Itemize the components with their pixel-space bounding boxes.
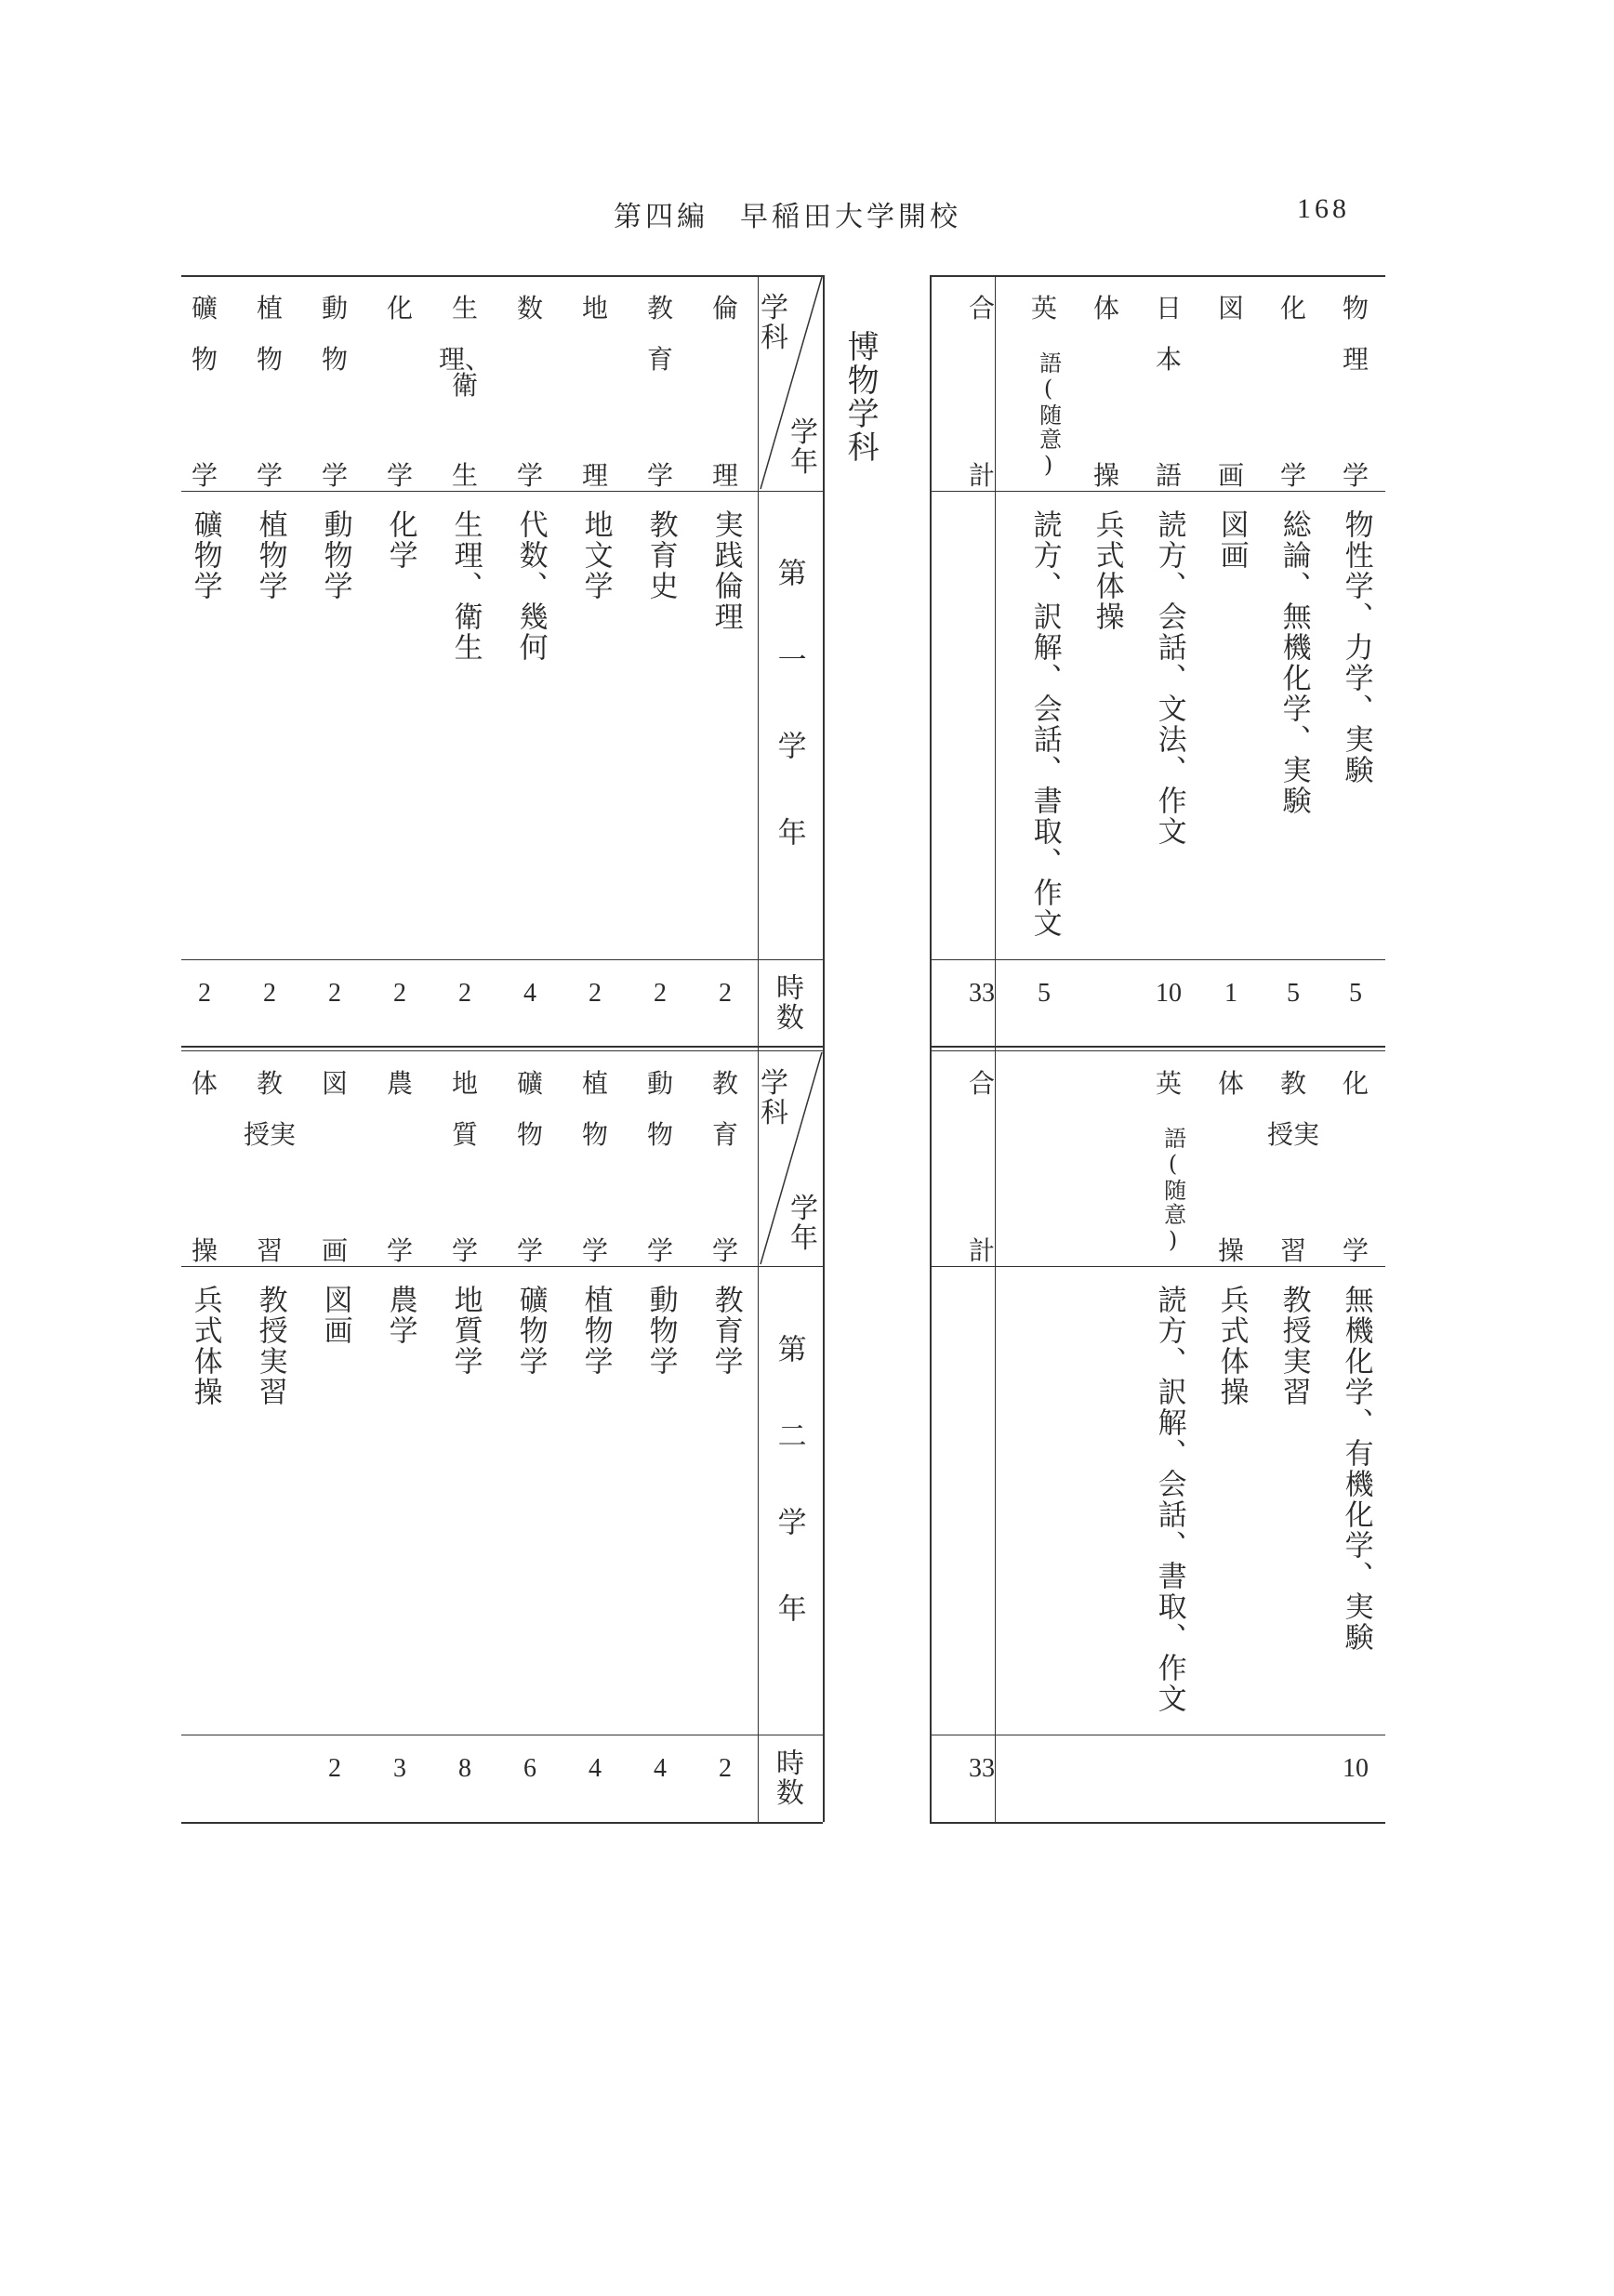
right-year1-col6-head-top: 英 [1030,293,1057,323]
left-year2-col2-hours: 4 [654,1754,667,1783]
left-year2-col9-head-bot: 操 [191,1235,218,1266]
page-number: 168 [1297,193,1350,224]
section-title: 博物学科 [841,330,880,464]
left-year2-col1-head-mid: 育 [711,1119,738,1150]
left-year2-col1-hours: 2 [719,1754,732,1783]
left-year1-col7-hours: 2 [328,979,341,1008]
left-year1-col9-hours: 2 [198,979,211,1008]
left-year1-col4-content: 代数、幾何 [513,509,548,663]
left-year1-col9-head-top: 礦 [191,293,218,323]
corner-diagonal-2 [759,1052,824,1266]
left-year1-col5-head-mid: 理、衛 [438,344,491,401]
right-year1-col1-head-mid: 理 [1342,344,1369,375]
left-year2-col2-head-mid: 物 [646,1119,673,1150]
left-year1-col3-hours: 2 [589,979,602,1008]
left-year2-col8-head-bot: 習 [256,1235,283,1266]
year2-label: 第二学年 [772,1334,806,1680]
left-year1-col9-head-bot: 学 [191,460,218,491]
left-rule-1 [181,491,823,492]
right-year2-col1-hours: 10 [1343,1754,1369,1783]
left-year1-col8-hours: 2 [263,979,276,1008]
right-year1-col5-head-bot: 操 [1092,460,1119,491]
right-year2-col4-head-mid: 語(随意) [1159,1127,1186,1255]
right-year2-col2-head-top: 教 [1279,1068,1306,1099]
hours-label-1: 時数 [776,972,804,1035]
right-year1-col3-head-top: 図 [1217,293,1244,323]
left-year1-col2-head-mid: 育 [646,344,673,375]
left-rule-5 [181,1266,823,1267]
left-year2-col8-content: 教授実習 [253,1285,287,1407]
right-rule-4 [930,1050,1385,1051]
right-year2-col1-content: 無機化学、有機化学、実験 [1339,1285,1373,1653]
left-rule-top [181,275,823,277]
right-rule-bottom [930,1822,1385,1824]
right-year1-col3-head-bot: 画 [1217,460,1244,491]
left-year2-col7-head-top: 図 [321,1068,348,1099]
left-year2-col5-head-mid: 質 [451,1119,478,1150]
right-year1-col6-head-mid: 語(随意) [1035,351,1062,480]
right-year2-col2-content: 教授実習 [1277,1285,1311,1407]
right-year1-col1-hours: 5 [1349,979,1362,1008]
left-year1-col5-head-bot: 生 [451,460,478,491]
right-year2-col1-head-top: 化 [1342,1068,1369,1099]
left-year1-col3-content: 地文学 [578,509,613,601]
left-year2-col3-hours: 4 [589,1754,602,1783]
left-rule-bottom [181,1822,823,1824]
running-header: 第四編 早稲田大学開校 [614,201,961,233]
right-year2-col2-head-bot: 習 [1279,1235,1306,1266]
right-year1-col4-content: 読方、会話、文法、作文 [1152,509,1186,847]
left-year1-col7-head-bot: 学 [321,460,348,491]
left-year2-col5-head-top: 地 [451,1068,478,1099]
left-year2-col2-head-top: 動 [646,1068,673,1099]
left-year1-col5-content: 生理、衛生 [448,509,483,663]
left-year1-col1-head-bot: 理 [711,460,738,491]
left-year2-col4-hours: 6 [523,1754,536,1783]
right-year2-col3-content: 兵式体操 [1214,1285,1249,1407]
left-year2-col6-head-bot: 学 [386,1235,413,1266]
right-year1-col4-head-bot: 語 [1155,460,1182,491]
right-year1-col7-hours: 33 [969,979,995,1008]
right-divider-a [930,275,932,1822]
left-year2-col3-head-top: 植 [581,1068,608,1099]
left-year1-col2-head-bot: 学 [646,460,673,491]
right-year1-col1-head-bot: 学 [1342,460,1369,491]
left-year2-col8-head-mid: 授実 [243,1119,296,1150]
left-year1-col8-head-mid: 物 [256,344,283,375]
right-year1-col5-content: 兵式体操 [1090,509,1124,632]
right-year1-col7-head-top: 合 [968,293,995,323]
left-year2-col3-content: 植物学 [578,1285,613,1377]
right-year1-col2-head-top: 化 [1279,293,1306,323]
left-year2-col7-hours: 2 [328,1754,341,1783]
right-year1-col2-head-bot: 学 [1279,460,1306,491]
right-year1-col3-hours: 1 [1224,979,1237,1008]
left-year2-col5-hours: 8 [458,1754,471,1783]
right-year2-col7-head-top: 合 [968,1068,995,1099]
right-year1-col1-content: 物性学、力学、実験 [1339,509,1373,785]
left-rule-4 [181,1050,823,1051]
left-year1-col9-head-mid: 物 [191,344,218,375]
left-year2-col9-content: 兵式体操 [188,1285,222,1407]
right-year1-col5-head-top: 体 [1092,293,1119,323]
left-year1-col6-hours: 2 [393,979,406,1008]
left-year2-col6-hours: 3 [393,1754,406,1783]
right-year2-col4-content: 読方、訳解、会話、書取、作文 [1152,1285,1186,1714]
left-divider-b [823,275,825,1822]
left-year2-col4-content: 礦物学 [513,1285,548,1377]
left-year1-col6-content: 化学 [383,509,417,571]
corner-year: 学年 [790,416,818,479]
hours-label-2: 時数 [776,1748,804,1810]
left-year1-col4-head-bot: 学 [516,460,543,491]
right-rule-2 [930,959,1385,960]
right-year1-col3-content: 図画 [1214,509,1249,571]
left-year2-col4-head-mid: 物 [516,1119,543,1150]
left-year1-col8-head-top: 植 [256,293,283,323]
left-year1-col5-head-top: 生 [451,293,478,323]
left-year1-col9-content: 礦物学 [188,509,222,601]
right-year1-col1-head-top: 物 [1342,293,1369,323]
left-year1-col2-hours: 2 [654,979,667,1008]
right-year1-col6-hours: 5 [1038,979,1051,1008]
right-year1-col4-head-top: 日 [1155,293,1182,323]
right-year2-col4-head-top: 英 [1155,1068,1182,1099]
right-year2-col7-hours: 33 [969,1754,995,1783]
right-year2-col3-head-top: 体 [1217,1068,1244,1099]
left-year1-col5-hours: 2 [458,979,471,1008]
right-year1-col7-head-bot: 計 [968,460,995,491]
right-divider-b [995,275,996,1822]
left-year1-col1-head-top: 倫 [711,293,738,323]
right-year1-col4-hours: 10 [1156,979,1182,1008]
left-year2-col4-head-top: 礦 [516,1068,543,1099]
left-year2-col1-content: 教育学 [708,1285,743,1377]
left-rule-3 [181,1046,823,1048]
left-year1-col4-hours: 4 [523,979,536,1008]
year1-label: 第一学年 [772,558,806,904]
left-year1-col8-content: 植物学 [253,509,287,601]
corner-diagonal [759,277,824,491]
left-year2-col4-head-bot: 学 [516,1235,543,1266]
right-year1-col6-content: 読方、訳解、会話、書取、作文 [1027,509,1062,939]
right-year2-col1-head-bot: 学 [1342,1235,1369,1266]
right-year2-col7-head-bot: 計 [968,1235,995,1266]
right-rule-5 [930,1266,1385,1267]
left-year1-col1-hours: 2 [719,979,732,1008]
left-year2-col6-head-top: 農 [386,1068,413,1099]
left-year2-col9-head-top: 体 [191,1068,218,1099]
left-year1-col3-head-bot: 理 [581,460,608,491]
left-year2-col1-head-top: 教 [711,1068,738,1099]
left-year2-col5-head-bot: 学 [451,1235,478,1266]
left-year2-col2-content: 動物学 [643,1285,678,1377]
right-rule-top [930,275,1385,277]
left-year1-col7-content: 動物学 [318,509,352,601]
left-year1-col3-head-top: 地 [581,293,608,323]
left-year2-col2-head-bot: 学 [646,1235,673,1266]
right-year2-col2-head-mid: 授実 [1266,1119,1319,1150]
left-year2-col5-content: 地質学 [448,1285,483,1377]
left-year1-col1-content: 実践倫理 [708,509,743,632]
left-year2-col7-content: 図画 [318,1285,352,1346]
left-year1-col7-head-top: 動 [321,293,348,323]
corner-subject-2: 学科 [761,1067,788,1129]
right-year2-col3-head-bot: 操 [1217,1235,1244,1266]
left-year2-col3-head-mid: 物 [581,1119,608,1150]
right-rule-1 [930,491,1385,492]
left-rule-2 [181,959,823,960]
right-year1-col4-head-mid: 本 [1155,344,1182,375]
right-year1-col2-hours: 5 [1287,979,1300,1008]
left-year2-col7-head-bot: 画 [321,1235,348,1266]
left-year1-col2-head-top: 教 [646,293,673,323]
left-year1-col6-head-bot: 学 [386,460,413,491]
left-divider-a [758,275,759,1822]
left-year2-col8-head-top: 教 [256,1068,283,1099]
left-year1-col2-content: 教育史 [643,509,678,601]
left-year2-col1-head-bot: 学 [711,1235,738,1266]
left-year2-col3-head-bot: 学 [581,1235,608,1266]
left-year1-col6-head-top: 化 [386,293,413,323]
left-year1-col4-head-top: 数 [516,293,543,323]
left-year1-col8-head-bot: 学 [256,460,283,491]
right-rule-3 [930,1046,1385,1048]
right-year1-col2-content: 総論、無機化学、実験 [1277,509,1311,816]
corner-year-2: 学年 [790,1193,818,1255]
corner-subject: 学科 [761,292,788,354]
left-year2-col6-content: 農学 [383,1285,417,1346]
left-year1-col7-head-mid: 物 [321,344,348,375]
